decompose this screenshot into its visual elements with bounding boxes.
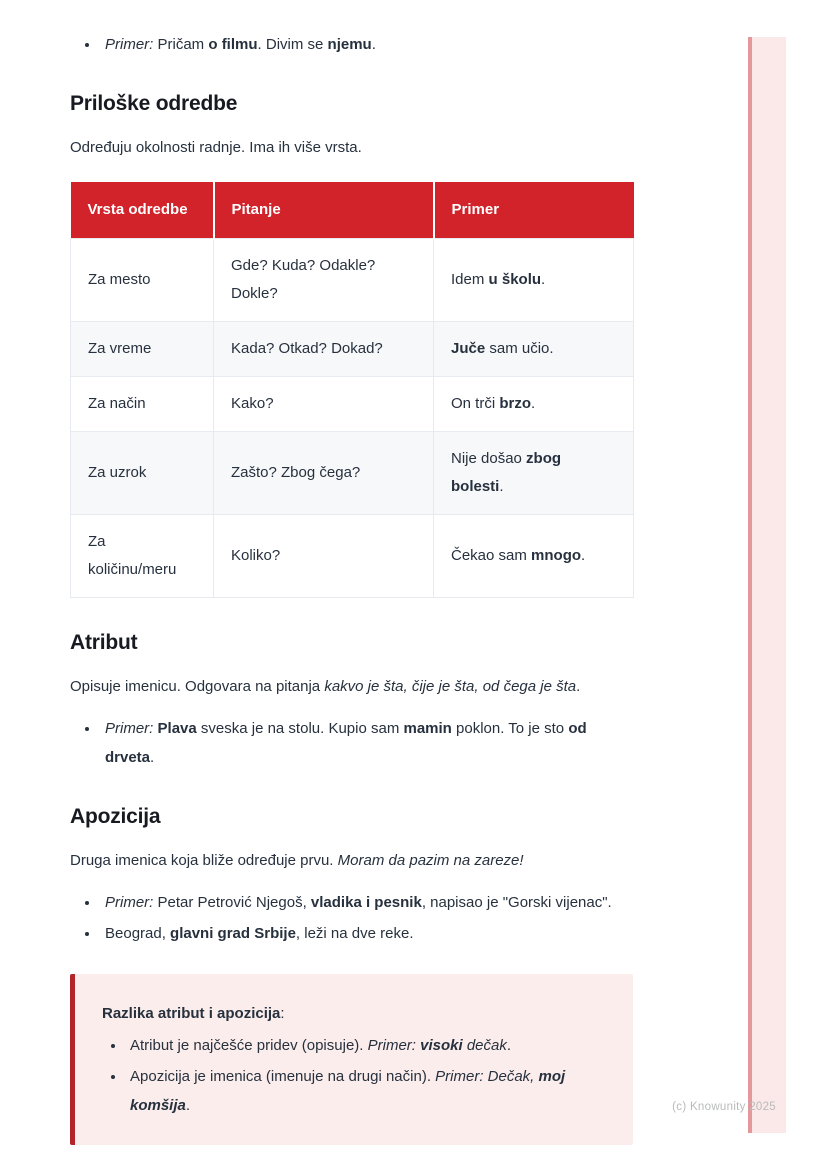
cell-pitanje: Koliko? xyxy=(214,515,434,598)
table-header-row xyxy=(71,182,634,239)
table-header-primer: Primer xyxy=(434,182,634,239)
cell-primer: Nije došao zbog bolesti. xyxy=(434,432,634,515)
cell-primer: Juče sam učio. xyxy=(434,322,634,377)
note-bullet: • Atribut je najčešće pridev (opisuje). Primer: visoki dečak. xyxy=(126,1031,605,1060)
table-row xyxy=(71,322,634,377)
document-content xyxy=(70,30,633,1145)
table-header-vrsta-odredbe: Vrsta odredbe xyxy=(71,182,214,239)
table-row xyxy=(71,239,634,322)
cell-vrsta: Za mesto xyxy=(71,239,214,322)
atribut-bullet: • Primer: Plava sveska je na stolu. Kupio sam mamin poklon. To je sto od drveta. xyxy=(100,714,633,772)
cell-primer: Idem u školu. xyxy=(434,239,634,322)
cell-vrsta: Za način xyxy=(71,377,214,432)
cell-vrsta: Za uzrok xyxy=(71,432,214,515)
cell-pitanje: Kada? Otkad? Dokad? xyxy=(214,322,434,377)
section-title-atribut: Atribut xyxy=(70,631,138,654)
table-row xyxy=(71,515,634,598)
table-header-pitanje: Pitanje xyxy=(214,182,434,239)
intro-bullet-list xyxy=(70,30,633,59)
cell-primer: On trči brzo. xyxy=(434,377,634,432)
section-title-priloske-odredbe: Priloške odredbe xyxy=(70,92,238,115)
cell-pitanje: Gde? Kuda? Odakle? Dokle? xyxy=(214,239,434,322)
note-box xyxy=(70,974,633,1145)
apozicija-description: Druga imenica koja bliže određuje prvu. Moram da pazim na zareze! xyxy=(70,852,524,869)
atribut-bullet-list xyxy=(70,714,633,772)
apozicija-bullet: • Beograd, glavni grad Srbije, leži na dve reke. xyxy=(100,919,633,948)
apozicija-bullet-list xyxy=(70,888,633,948)
cell-pitanje: Zašto? Zbog čega? xyxy=(214,432,434,515)
intro-bullet: • Primer: Pričam o filmu. Divim se njemu. xyxy=(100,30,633,59)
note-bullet-list xyxy=(102,1031,605,1120)
cell-pitanje: Kako? xyxy=(214,377,434,432)
atribut-description: Opisuje imenicu. Odgovara na pitanja kakvo je šta, čije je šta, od čega je šta. xyxy=(70,678,581,695)
apozicija-bullet: • Primer: Petar Petrović Njegoš, vladika i pesnik, napisao je "Gorski vijenac". xyxy=(100,888,633,917)
adverbial-types-table xyxy=(70,182,634,598)
copyright-text: (c) Knowunity 2025 xyxy=(672,1101,776,1113)
cell-vrsta: Za količinu/meru xyxy=(71,515,214,598)
note-box-title: Razlika atribut i apozicija: xyxy=(102,1005,285,1022)
table-row xyxy=(71,377,634,432)
priloske-description: Određuju okolnosti radnje. Ima ih više vrsta. xyxy=(70,139,362,156)
table-row xyxy=(71,432,634,515)
page-edge-stripe xyxy=(748,37,786,1133)
cell-primer: Čekao sam mnogo. xyxy=(434,515,634,598)
note-bullet: • Apozicija je imenica (imenuje na drugi način). Primer: Dečak, moj komšija. xyxy=(126,1062,605,1120)
section-title-apozicija: Apozicija xyxy=(70,805,161,828)
cell-vrsta: Za vreme xyxy=(71,322,214,377)
